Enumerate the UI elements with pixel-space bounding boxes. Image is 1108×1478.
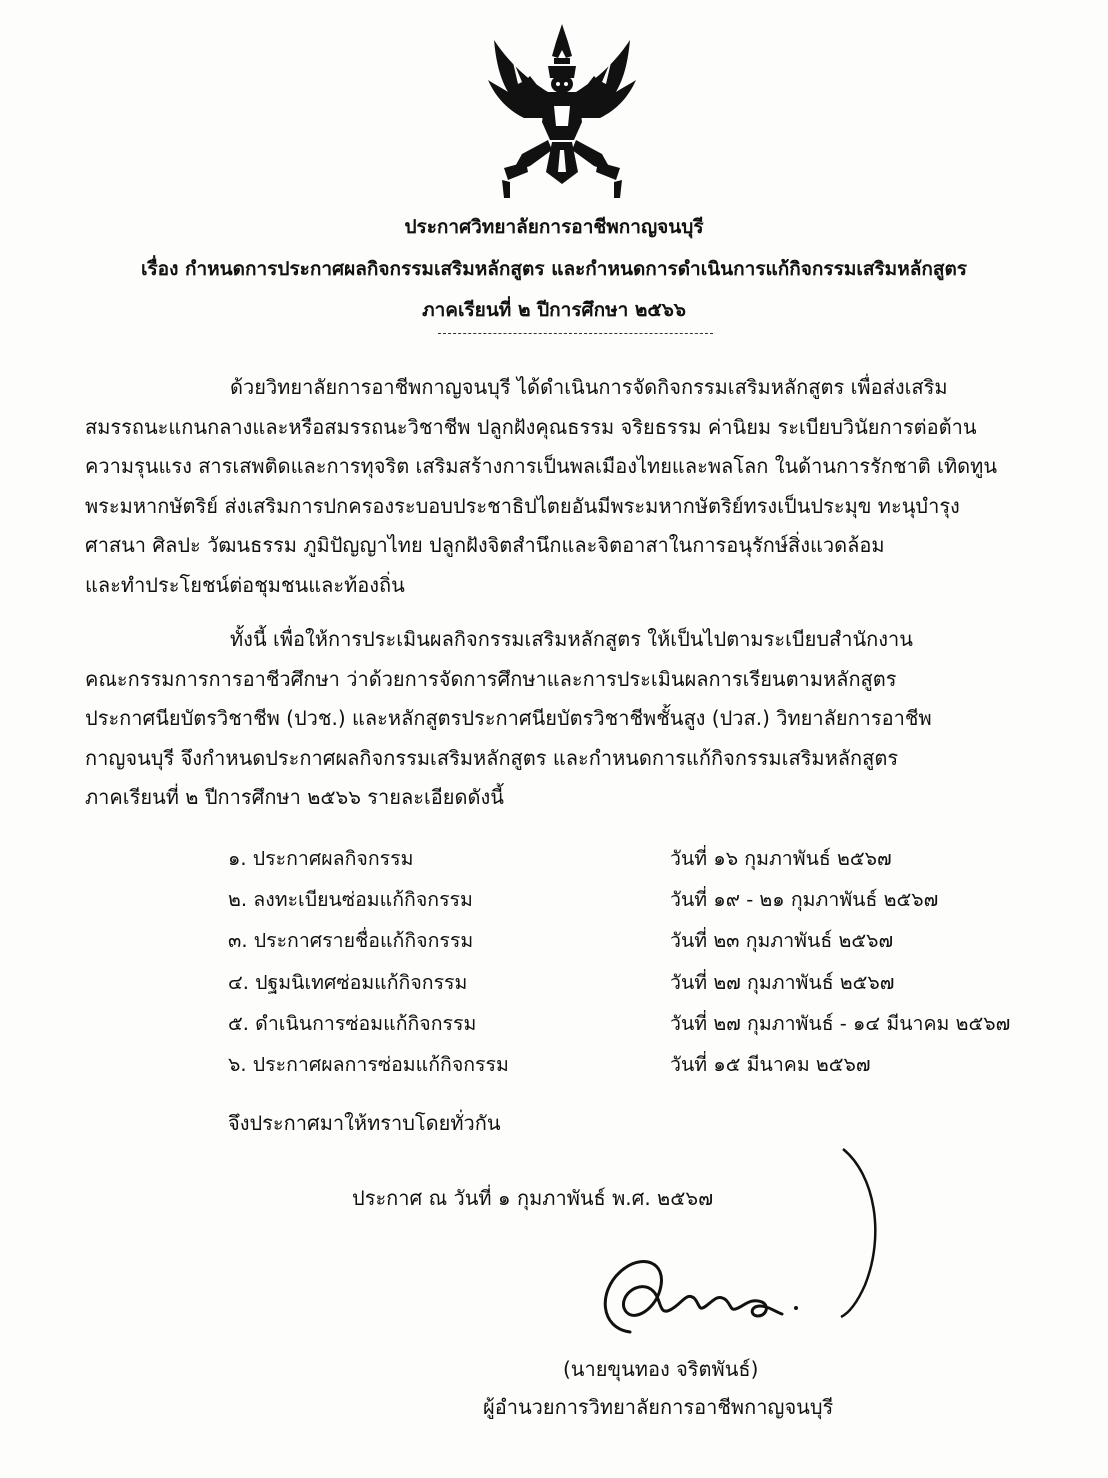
schedule-item <box>228 1049 1088 1090</box>
schedule-item <box>228 1008 1088 1049</box>
schedule-list <box>228 843 1088 1090</box>
paragraph-line: และทำประโยชน์ต่อชุมชนและท้องถิ่น <box>85 572 405 597</box>
schedule-item <box>228 884 1088 925</box>
schedule-date: วันที่ ๑๖ กุมภาพันธ์ ๒๕๖๗ <box>670 847 892 870</box>
signatory-position: ผู้อำนวยการวิทยาลัยการอาชีพกาญจนบุรี <box>483 1395 834 1419</box>
schedule-item <box>228 843 1088 884</box>
paragraph-line: พระมหากษัตริย์ ส่งเสริมการปกครองระบอบประชาธิปไตยอันมีพระมหากษัตริย์ทรงเป็นประมุข ทะนุบำรุง <box>85 493 960 518</box>
body-paragraph-2 <box>85 620 1075 818</box>
schedule-item <box>228 967 1088 1008</box>
schedule-label: ๕. ดำเนินการซ่อมแก้กิจกรรม <box>228 1011 477 1035</box>
closing-text: จึงประกาศมาให้ทราบโดยทั่วกัน <box>228 1111 501 1135</box>
paragraph-line: ทั้งนี้ เพื่อให้การประเมินผลกิจกรรมเสริมหลักสูตร ให้เป็นไปตามระเบียบสำนักงาน <box>230 627 913 651</box>
schedule-date: วันที่ ๑๙ - ๒๑ กุมภาพันธ์ ๒๕๖๗ <box>670 888 939 912</box>
schedule-label: ๑. ประกาศผลกิจกรรม <box>228 847 414 870</box>
header-divider <box>438 333 713 334</box>
signatory-name: (นายขุนทอง จริตพันธ์) <box>563 1357 759 1381</box>
paragraph-line: ด้วยวิทยาลัยการอาชีพกาญจนบุรี ได้ดำเนินการจัดกิจกรรมเสริมหลักสูตร เพื่อส่งเสริม <box>230 375 948 399</box>
bracket-mark <box>835 1145 890 1320</box>
garuda-emblem-icon <box>482 22 642 202</box>
announce-date: ประกาศ ณ วันที่ ๑ กุมภาพันธ์ พ.ศ. ๒๕๖๗ <box>352 1186 714 1210</box>
schedule-label: ๓. ประกาศรายชื่อแก้กิจกรรม <box>228 929 474 953</box>
schedule-date: วันที่ ๒๗ กุมภาพันธ์ ๒๕๖๗ <box>670 970 895 994</box>
paragraph-line: ความรุนแรง สารเสพติดและการทุจริต เสริมสร้างการเป็นพลเมืองไทยและพลโลก ในด้านการรักชาติ เทิดทูน <box>85 454 998 478</box>
header-subject: เรื่อง กำหนดการประกาศผลกิจกรรมเสริมหลักสูตร และกำหนดการดำเนินการแก้กิจกรรมเสริมหลักสูตร <box>140 258 968 280</box>
header-org: ประกาศวิทยาลัยการอาชีพกาญจนบุรี <box>404 216 704 238</box>
paragraph-line: ศาสนา ศิลปะ วัฒนธรรม ภูมิปัญญาไทย ปลูกฝังจิตสำนึกและจิตอาสาในการอนุรักษ์สิ่งแวดล้อม <box>85 533 885 557</box>
schedule-label: ๒. ลงทะเบียนซ่อมแก้กิจกรรม <box>228 888 473 912</box>
handwritten-signature <box>590 1232 805 1352</box>
body-paragraph-1 <box>85 368 1075 605</box>
schedule-date: วันที่ ๑๕ มีนาคม ๒๕๖๗ <box>670 1052 871 1076</box>
schedule-label: ๖. ประกาศผลการซ่อมแก้กิจกรรม <box>228 1052 509 1076</box>
header-term: ภาคเรียนที่ ๒ ปีการศึกษา ๒๕๖๖ <box>422 299 686 321</box>
paragraph-line: กาญจนบุรี จึงกำหนดประกาศผลกิจกรรมเสริมหลักสูตร และกำหนดการแก้กิจกรรมเสริมหลักสูตร <box>85 745 899 770</box>
schedule-label: ๔. ปฐมนิเทศซ่อมแก้กิจกรรม <box>228 970 468 994</box>
schedule-date: วันที่ ๒๗ กุมภาพันธ์ - ๑๔ มีนาคม ๒๕๖๗ <box>670 1011 1011 1035</box>
schedule-item <box>228 925 1088 966</box>
paragraph-line: ประกาศนียบัตรวิชาชีพ (ปวช.) และหลักสูตรประกาศนียบัตรวิชาชีพชั้นสูง (ปวส.) วิทยาลัยการอาชีพ <box>85 706 932 730</box>
paragraph-line: ภาคเรียนที่ ๒ ปีการศึกษา ๒๕๖๖ รายละเอียดดังนี้ <box>85 785 504 809</box>
paragraph-line: คณะกรรมการการอาชีวศึกษา ว่าด้วยการจัดการศึกษาและการประเมินผลการเรียนตามหลักสูตร <box>85 666 897 691</box>
paragraph-line: สมรรถนะแกนกลางและหรือสมรรถนะวิชาชีพ ปลูกฝังคุณธรรม จริยธรรม ค่านิยม ระเบียบวินัยการต่อต้าน <box>85 414 977 439</box>
schedule-date: วันที่ ๒๓ กุมภาพันธ์ ๒๕๖๗ <box>670 929 894 953</box>
